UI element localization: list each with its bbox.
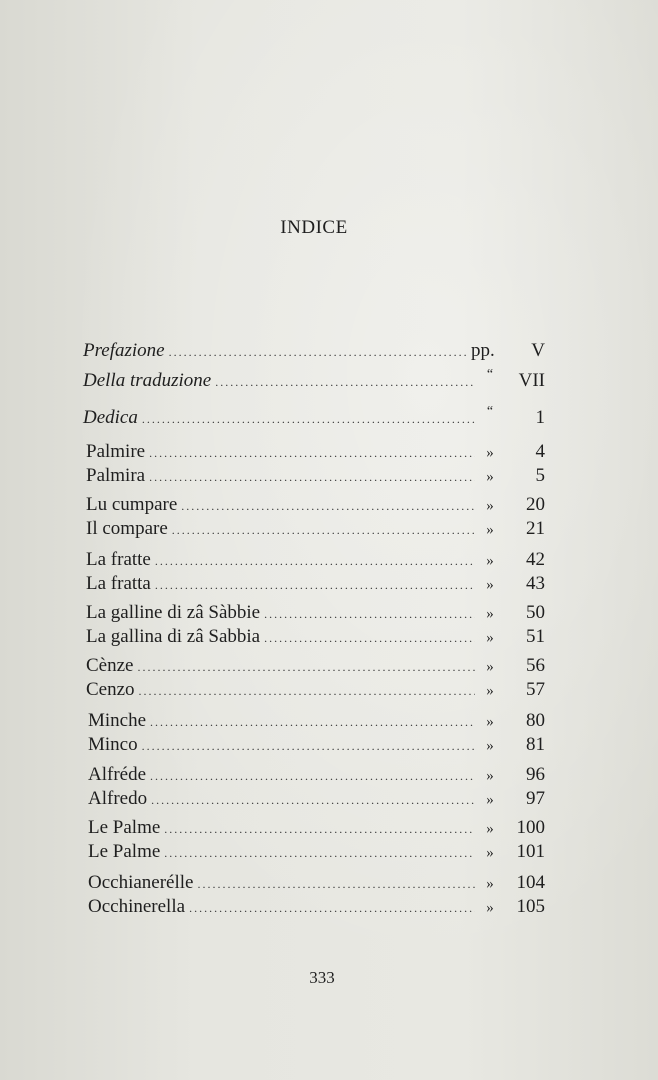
toc-entry-page: 51 (526, 626, 545, 647)
dot-leader (150, 715, 475, 730)
toc-entry-page: 57 (526, 679, 545, 700)
toc-entry-title: Lu cumpare (86, 494, 178, 515)
toc-entry-page: 5 (535, 465, 545, 486)
toc-entry-page: 42 (526, 549, 545, 570)
toc-entry (86, 573, 545, 595)
toc-entry-title: Dedica (83, 407, 138, 428)
ditto-marker: » (486, 553, 494, 569)
dot-leader (142, 412, 475, 427)
toc-entry (88, 896, 545, 918)
ditto-marker: » (486, 469, 494, 485)
toc-entry-page: 100 (516, 817, 545, 838)
ditto-marker: » (486, 577, 494, 593)
toc-entry-page: 50 (526, 602, 545, 623)
dot-leader (149, 446, 475, 461)
toc-entry (86, 602, 545, 624)
dot-leader (150, 769, 475, 784)
ditto-marker: » (486, 445, 494, 461)
toc-entry (88, 764, 545, 786)
toc-entry (86, 655, 545, 677)
ditto-marker: » (486, 498, 494, 514)
ditto-marker: pp. (471, 340, 495, 361)
toc-entry-title: La galline di zâ Sàbbie (86, 602, 261, 623)
toc-entry (83, 367, 545, 392)
ditto-marker: “ (486, 367, 494, 382)
toc-entry-page: VII (518, 370, 545, 391)
toc-entry-title: Occhianerélle (88, 872, 194, 893)
toc-entry (86, 518, 545, 540)
toc-entry (86, 549, 545, 571)
ditto-marker: » (486, 768, 494, 784)
toc-entry-page: 81 (526, 734, 545, 755)
toc-entry-title: Palmira (86, 465, 146, 486)
toc-entry-title: Cenzo (86, 679, 135, 700)
toc-entry-title: Cènze (86, 655, 134, 676)
ditto-marker: » (486, 630, 494, 646)
toc-entry-title: La gallina di zâ Sabbia (86, 626, 261, 647)
dot-leader (215, 375, 475, 390)
dot-leader (164, 846, 475, 861)
ditto-marker: » (486, 714, 494, 730)
toc-entry (86, 441, 545, 463)
toc-entry-title: La fratta (86, 573, 151, 594)
toc-entry-page: 1 (535, 407, 545, 428)
dot-leader (155, 578, 475, 593)
toc-entry-title: Minche (88, 710, 147, 731)
toc-entry-title: Della traduzione (83, 370, 212, 391)
ditto-marker: » (486, 659, 494, 675)
toc-entry-title: Minco (88, 734, 138, 755)
ditto-marker: » (486, 900, 494, 916)
ditto-marker: » (486, 876, 494, 892)
toc-entry-title: Il compare (86, 518, 168, 539)
dot-leader (164, 822, 475, 837)
dot-leader (197, 877, 475, 892)
toc-entry (83, 340, 545, 362)
toc-entry (88, 788, 545, 810)
toc-entry-page: 20 (526, 494, 545, 515)
toc-entry (86, 494, 545, 516)
toc-entry (83, 404, 545, 429)
dot-leader (189, 901, 475, 916)
toc-entry (88, 841, 545, 863)
toc-entry-page: 21 (526, 518, 545, 539)
toc-entry-title: Alfréde (88, 764, 147, 785)
dot-leader (139, 684, 475, 699)
toc-entry-title: Palmire (86, 441, 146, 462)
dot-leader (155, 554, 475, 569)
page-title: INDICE (280, 217, 348, 238)
toc-entry-page: 97 (526, 788, 545, 809)
toc-entry-page: 80 (526, 710, 545, 731)
dot-leader (264, 631, 475, 646)
toc-entry-page: V (531, 340, 545, 361)
toc-entry (86, 465, 545, 487)
dot-leader (151, 793, 475, 808)
toc-entry-title: Alfredo (88, 788, 148, 809)
ditto-marker: » (486, 522, 494, 538)
toc-entry-title: Le Palme (88, 817, 161, 838)
toc-entry-title: La fratte (86, 549, 151, 570)
ditto-marker: » (486, 683, 494, 699)
toc-entry (88, 872, 545, 894)
dot-leader (149, 470, 475, 485)
page-number: 333 (309, 968, 335, 987)
dot-leader (142, 739, 475, 754)
ditto-marker: » (486, 738, 494, 754)
ditto-marker: » (486, 845, 494, 861)
dot-leader (137, 660, 475, 675)
toc-entry-page: 105 (516, 896, 545, 917)
toc-entry (88, 734, 545, 756)
toc-entry-page: 56 (526, 655, 545, 676)
dot-leader (169, 345, 469, 360)
toc-entry (86, 626, 545, 648)
toc-entry-page: 101 (516, 841, 545, 862)
toc-entry (88, 817, 545, 839)
toc-entry-page: 4 (535, 441, 545, 462)
toc-entry-page: 43 (526, 573, 545, 594)
ditto-marker: » (486, 606, 494, 622)
toc-entry-title: Occhinerella (88, 896, 186, 917)
dot-leader (264, 607, 475, 622)
ditto-marker: “ (486, 404, 494, 419)
ditto-marker: » (486, 821, 494, 837)
toc-entry-page: 104 (516, 872, 545, 893)
dot-leader (172, 523, 475, 538)
toc-entry-page: 96 (526, 764, 545, 785)
dot-leader (181, 499, 475, 514)
toc-entry (86, 679, 545, 701)
toc-entry-title: Le Palme (88, 841, 161, 862)
toc-entry (88, 710, 545, 732)
toc-entry-title: Prefazione (83, 340, 165, 361)
ditto-marker: » (486, 792, 494, 808)
